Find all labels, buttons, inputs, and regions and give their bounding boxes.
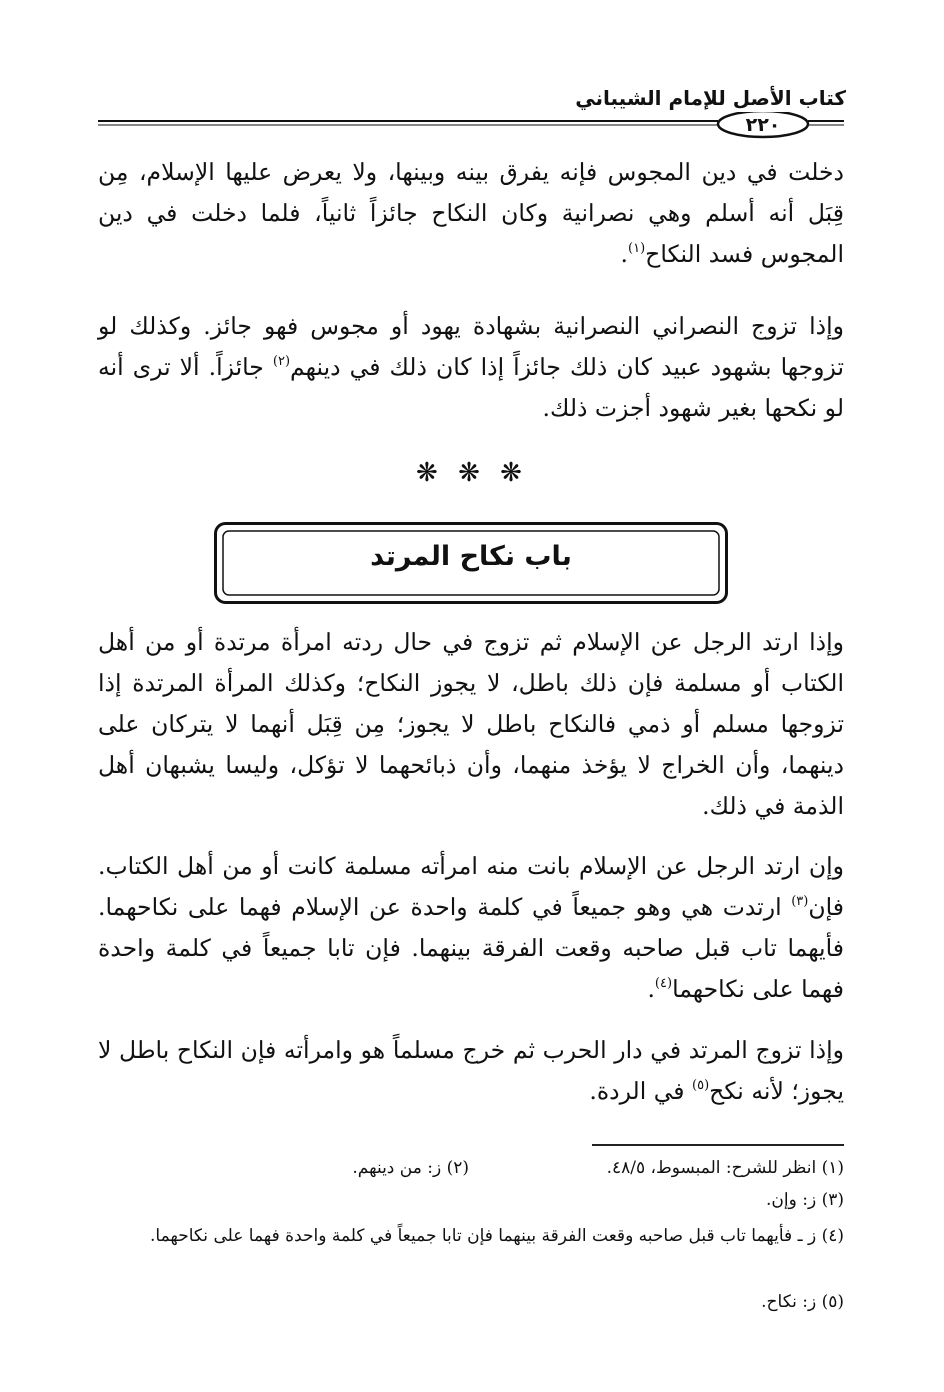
footnote-ref-5: (٥) bbox=[692, 1078, 710, 1093]
running-header-title: كتاب الأصل للإمام الشيباني bbox=[575, 86, 846, 110]
paragraph-5: وإذا تزوج المرتد في دار الحرب ثم خرج مسلماً هو وامرأته فإن النكاح باطل لا يجوز؛ لأنه نكح$^{(٥)}$ في الردة. bbox=[98, 1036, 844, 1105]
section-title: باب نكاح المرتد bbox=[370, 541, 572, 572]
paragraph-3: وإذا ارتد الرجل عن الإسلام ثم تزوج في حال ردته امرأة مرتدة أو من أهل الكتاب أو مسلمة فإن ذلك باطل، لا يجوز النكاح؛ وكذلك المرأة المرتدة إذا تزوجها مسلم أو ذمي فالنكاح باطل لا يجوز؛ مِن قِبَل أنهما لا يتركان على دينهما، وأن الخراج لا يؤخذ منهما، وأن ذبائحهما لا تؤكل، وليسا يشبهان أهل الذمة في ذلك. bbox=[98, 628, 844, 820]
footnote-1: (١) انظر للشرح: المبسوط، ٤٨/٥. bbox=[606, 1158, 844, 1178]
footnote-ref-2: (٢) bbox=[272, 354, 291, 369]
paragraph-4: وإن ارتد الرجل عن الإسلام بانت منه امرأته مسلمة كانت أو من أهل الكتاب. فإن$^{(٣)}$ ارتدت هي وهو جميعاً في كلمة واحدة عن الإسلام فهما على نكاحهما. فأيهما تاب قبل صاحبه وقعت الفرقة بينهما. فإن تابا جميعاً في كلمة واحدة فهما على نكاحهما$^{(٤)}$. bbox=[98, 852, 844, 1003]
footnote-ref-4: (٤) bbox=[654, 976, 673, 991]
page-number: ٢٢٠ bbox=[745, 114, 781, 136]
footnote-2: (٢) ز: من دينهم. bbox=[352, 1158, 469, 1178]
paragraph-1: دخلت في دين المجوس فإنه يفرق بينه وبينها، ولا يعرض عليها الإسلام، مِن قِبَل أنه أسلم وهي نصرانية وكان النكاح جائزاً ثانياً، فلما دخلت في دين المجوس فسد النكاح$^{(١)}$. bbox=[98, 158, 844, 268]
footnote-divider bbox=[592, 1144, 844, 1146]
footnote-ref-1: (١) bbox=[628, 241, 646, 256]
paragraph-2: وإذا تزوج النصراني النصرانية بشهادة يهود أو مجوس فهو جائز. وكذلك لو تزوجها بشهود عبيد كان ذلك جائزاً إذا كان ذلك في دينهم$^{(٢)}$ جائزاً. ألا ترى أنه لو نكحها بغير شهود أجزت ذلك. bbox=[98, 312, 845, 422]
footnote-4: (٤) ز ـ فأيهما تاب قبل صاحبه وقعت الفرقة بينهما فإن تابا جميعاً في كلمة واحدة فهما على نكاحهما. bbox=[149, 1226, 844, 1246]
footnote-5: (٥) ز: نكاح. bbox=[761, 1292, 844, 1312]
section-separator: ❋ ❋ ❋ bbox=[416, 458, 528, 488]
footnote-ref-3: (٣) bbox=[791, 894, 809, 909]
footnote-3: (٣) ز: وإن. bbox=[766, 1190, 844, 1210]
